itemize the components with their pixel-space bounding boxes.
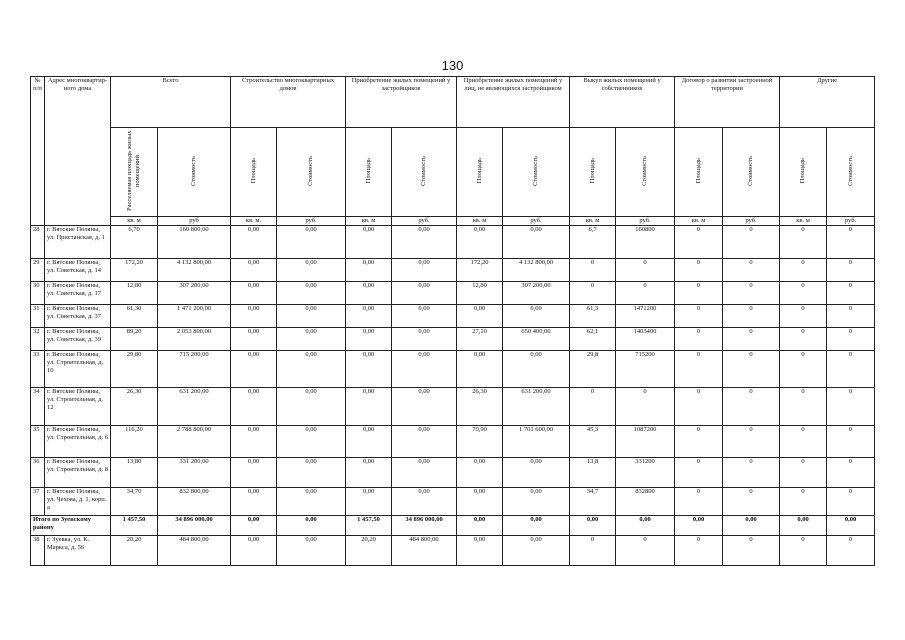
value-cell: 0,00 (277, 488, 346, 516)
value-cell: 0,00 (231, 516, 277, 536)
value-cell: 0,00 (503, 351, 570, 388)
value-cell: 61,30 (111, 305, 158, 328)
row-number: 31 (31, 305, 45, 328)
subheader-resettled-area (111, 128, 158, 217)
subheader-area (231, 128, 277, 217)
subheader-cost-label: Стоимость (747, 155, 755, 186)
unit-cell: кв. м (111, 217, 158, 226)
row-number: 35 (31, 426, 45, 458)
value-cell: 0 (827, 488, 875, 516)
value-cell: 0 (675, 488, 723, 516)
value-cell: 0,00 (277, 388, 346, 426)
value-cell: 0,00 (346, 426, 392, 458)
value-cell: 0 (780, 259, 827, 282)
value-cell: 0,00 (503, 305, 570, 328)
address-cell: г. Вятские Поляны, ул. Пристанская, д. 1 (45, 226, 111, 259)
value-cell: 0 (723, 488, 780, 516)
value-cell: 0 (723, 305, 780, 328)
value-cell: 0 (570, 282, 616, 305)
value-cell: 0,00 (457, 305, 503, 328)
value-cell: 2 053 800,00 (158, 328, 231, 351)
value-cell: 0 (570, 388, 616, 426)
table-row (31, 488, 875, 516)
value-cell: 0,00 (277, 226, 346, 259)
value-cell: 484 800,00 (392, 536, 457, 566)
subheader-area-label: Площадь (799, 157, 807, 184)
value-cell: 0,00 (277, 536, 346, 566)
header-group-total: Всего (111, 77, 231, 128)
table-row (31, 226, 875, 259)
value-cell: 4 132 800,00 (158, 259, 231, 282)
value-cell: 13,80 (111, 458, 158, 488)
unit-cell: руб. (392, 217, 457, 226)
value-cell: 0,00 (346, 226, 392, 259)
value-cell: 172,20 (457, 259, 503, 282)
table-row (31, 426, 875, 458)
unit-cell: кв. м (780, 217, 827, 226)
header-num: № п/п (31, 77, 45, 226)
value-cell: 0 (723, 536, 780, 566)
value-cell: 0,00 (392, 388, 457, 426)
value-cell: 0 (675, 426, 723, 458)
value-cell: 160800 (616, 226, 675, 259)
value-cell: 484 800,00 (158, 536, 231, 566)
value-cell: 13,8 (570, 458, 616, 488)
value-cell: 0,00 (675, 516, 723, 536)
value-cell: 0,00 (392, 488, 457, 516)
value-cell: 6,7 (570, 226, 616, 259)
subheader-area-label: Площадь (249, 157, 257, 184)
value-cell: 62,1 (570, 328, 616, 351)
address-cell: г. Вятские Поляны, ул. Чехова, д. 1, корп. а (45, 488, 111, 516)
value-cell: 0 (827, 351, 875, 388)
value-cell: 0,00 (827, 516, 875, 536)
subheader-cost-label: Стоимость (190, 155, 197, 186)
value-cell: 0,00 (277, 458, 346, 488)
value-cell: 0 (570, 536, 616, 566)
value-cell: 0,00 (392, 426, 457, 458)
value-cell: 0,00 (503, 536, 570, 566)
value-cell: 0,00 (231, 458, 277, 488)
value-cell: 34 896 000,00 (392, 516, 457, 536)
value-cell: 0,00 (457, 488, 503, 516)
value-cell: 89,20 (111, 328, 158, 351)
row-number: 32 (31, 328, 45, 351)
unit-cell: руб (158, 217, 231, 226)
value-cell: 0 (570, 259, 616, 282)
subheader-area-label: Площадь (694, 157, 702, 184)
subheader-resettled-area-label: Расселяемая площадь жилых помещений (126, 130, 141, 211)
value-cell: 0,00 (392, 282, 457, 305)
subheader-cost-label: Стоимость (420, 155, 428, 186)
value-cell: 0 (827, 426, 875, 458)
value-cell: 0,00 (231, 259, 277, 282)
header-group-non-developer: Приобретение жилых помещений у лиц, не являющихся застройщиком (457, 77, 570, 128)
value-cell: 0 (675, 282, 723, 305)
value-cell: 0,00 (392, 259, 457, 282)
value-cell: 34 896 000,00 (158, 516, 231, 536)
value-cell: 0,00 (457, 351, 503, 388)
value-cell: 0,00 (392, 305, 457, 328)
value-cell: 0,00 (457, 226, 503, 259)
row-number: 29 (31, 259, 45, 282)
value-cell: 0 (780, 328, 827, 351)
table-row (31, 305, 875, 328)
value-cell: 0,00 (392, 351, 457, 388)
resettlement-table (30, 76, 875, 566)
value-cell: 0 (675, 351, 723, 388)
value-cell: 0,00 (503, 458, 570, 488)
unit-cell: кв. м (457, 217, 503, 226)
subheader-area (457, 128, 503, 217)
table-row (31, 328, 875, 351)
value-cell: 45,3 (570, 426, 616, 458)
value-cell: 0 (723, 328, 780, 351)
subheader-cost (503, 128, 570, 217)
table-row (31, 351, 875, 388)
value-cell: 0,00 (392, 458, 457, 488)
value-cell: 0,00 (231, 488, 277, 516)
table-row (31, 536, 875, 566)
value-cell: 0,00 (231, 328, 277, 351)
value-cell: 172,20 (111, 259, 158, 282)
value-cell: 0,00 (346, 282, 392, 305)
value-cell: 0 (723, 458, 780, 488)
value-cell: 0 (827, 328, 875, 351)
address-cell: г. Вятские Поляны, ул. Строительная, д. 6 (45, 426, 111, 458)
value-cell: 0,00 (346, 388, 392, 426)
value-cell: 331 200,00 (158, 458, 231, 488)
header-group-territory: Договор о развитии застроенной территории (675, 77, 780, 128)
total-row (31, 516, 875, 536)
value-cell: 650 400,00 (503, 328, 570, 351)
value-cell: 0,00 (616, 516, 675, 536)
subheader-cost (827, 128, 875, 217)
value-cell: 70,90 (457, 426, 503, 458)
value-cell: 0,00 (346, 305, 392, 328)
value-cell: 0 (827, 226, 875, 259)
value-cell: 0 (780, 488, 827, 516)
total-label: Итого по Зуевскому району (31, 516, 111, 536)
subheader-area-label: Площадь (364, 157, 372, 184)
value-cell: 12,80 (111, 282, 158, 305)
value-cell: 0 (723, 259, 780, 282)
value-cell: 1471200 (616, 305, 675, 328)
value-cell: 0 (827, 259, 875, 282)
unit-cell: руб. (503, 217, 570, 226)
value-cell: 0 (780, 305, 827, 328)
value-cell: 0 (616, 388, 675, 426)
value-cell: 0 (827, 388, 875, 426)
value-cell: 0 (723, 426, 780, 458)
value-cell: 0 (675, 226, 723, 259)
value-cell: 0,00 (346, 351, 392, 388)
subheader-cost (392, 128, 457, 217)
value-cell: 0,00 (503, 226, 570, 259)
value-cell: 1 471 200,00 (158, 305, 231, 328)
value-cell: 0 (723, 282, 780, 305)
value-cell: 0 (827, 458, 875, 488)
value-cell: 0,00 (457, 536, 503, 566)
row-number: 28 (31, 226, 45, 259)
value-cell: 0,00 (392, 226, 457, 259)
value-cell: 0 (723, 226, 780, 259)
subheader-cost-label: Стоимость (532, 155, 540, 186)
header-group-other: Другие (780, 77, 875, 128)
value-cell: 0,00 (570, 516, 616, 536)
row-number: 38 (31, 536, 45, 566)
value-cell: 0,00 (277, 516, 346, 536)
value-cell: 0,00 (346, 259, 392, 282)
value-cell: 2 788 800,00 (158, 426, 231, 458)
subheader-area (570, 128, 616, 217)
value-cell: 0 (675, 458, 723, 488)
address-cell: г. Вятские Поляны, ул. Советская, д. 17 (45, 282, 111, 305)
value-cell: 0 (675, 305, 723, 328)
value-cell: 29,80 (111, 351, 158, 388)
value-cell: 1087200 (616, 426, 675, 458)
header-group-buyout: Выкуп жилых помещений у собственников (570, 77, 675, 128)
value-cell: 1 457,50 (346, 516, 392, 536)
value-cell: 0 (723, 351, 780, 388)
subheader-cost-label: Стоимость (846, 155, 854, 186)
address-cell: г. Вятские Поляны, ул. Советская, д. 39 (45, 328, 111, 351)
value-cell: 26,30 (111, 388, 158, 426)
table-row (31, 388, 875, 426)
unit-cell: кв. м. (231, 217, 277, 226)
address-cell: г. Вятские Поляны, ул. Строительная, д. 10 (45, 351, 111, 388)
value-cell: 0 (827, 536, 875, 566)
value-cell: 0 (723, 388, 780, 426)
value-cell: 6,70 (111, 226, 158, 259)
table-row (31, 282, 875, 305)
value-cell: 0,00 (723, 516, 780, 536)
value-cell: 307 200,00 (158, 282, 231, 305)
value-cell: 0,00 (231, 426, 277, 458)
subheader-area-label: Площадь (588, 157, 596, 184)
value-cell: 160 800,00 (158, 226, 231, 259)
value-cell: 0,00 (346, 328, 392, 351)
value-cell: 20,20 (346, 536, 392, 566)
unit-cell: руб. (827, 217, 875, 226)
value-cell: 0 (780, 351, 827, 388)
row-number: 36 (31, 458, 45, 488)
value-cell: 0 (827, 282, 875, 305)
value-cell: 20,20 (111, 536, 158, 566)
unit-cell: кв. м (675, 217, 723, 226)
value-cell: 307 200,00 (503, 282, 570, 305)
value-cell: 0,00 (231, 388, 277, 426)
value-cell: 34,70 (111, 488, 158, 516)
value-cell: 832800 (616, 488, 675, 516)
value-cell: 0,00 (457, 458, 503, 488)
unit-cell: руб. (277, 217, 346, 226)
subheader-cost (277, 128, 346, 217)
value-cell: 0,00 (346, 488, 392, 516)
unit-cell: руб. (616, 217, 675, 226)
value-cell: 12,80 (457, 282, 503, 305)
value-cell: 0,00 (231, 536, 277, 566)
value-cell: 631 200,00 (158, 388, 231, 426)
value-cell: 0,00 (277, 282, 346, 305)
value-cell: 715200 (616, 351, 675, 388)
subheader-cost (723, 128, 780, 217)
value-cell: 4 132 800,00 (503, 259, 570, 282)
value-cell: 0,00 (780, 516, 827, 536)
table-row (31, 458, 875, 488)
value-cell: 0 (780, 426, 827, 458)
value-cell: 0,00 (503, 488, 570, 516)
value-cell: 61,3 (570, 305, 616, 328)
value-cell: 0,00 (346, 458, 392, 488)
value-cell: 0 (780, 388, 827, 426)
address-cell: г. Зуевка, ул. К. Маркса, д. 56 (45, 536, 111, 566)
subheader-cost (158, 128, 231, 217)
value-cell: 0,00 (231, 305, 277, 328)
value-cell: 0 (616, 259, 675, 282)
subheader-cost-label: Стоимость (641, 155, 649, 186)
value-cell: 0 (675, 388, 723, 426)
row-number: 37 (31, 488, 45, 516)
value-cell: 26,30 (457, 388, 503, 426)
value-cell: 27,10 (457, 328, 503, 351)
page-number: 130 (441, 58, 464, 73)
value-cell: 0,00 (277, 351, 346, 388)
value-cell: 1403400 (616, 328, 675, 351)
address-cell: г. Вятские Поляны, ул. Строительная, д. 12 (45, 388, 111, 426)
value-cell: 34,7 (570, 488, 616, 516)
value-cell: 0 (675, 536, 723, 566)
unit-cell: руб. (723, 217, 780, 226)
value-cell: 331200 (616, 458, 675, 488)
value-cell: 0 (780, 458, 827, 488)
value-cell: 715 200,00 (158, 351, 231, 388)
row-number: 34 (31, 388, 45, 426)
value-cell: 0,00 (231, 226, 277, 259)
header-group-developer: Приобретение жилых помещений у застройщиков (346, 77, 457, 128)
value-cell: 1 457,50 (111, 516, 158, 536)
subheader-area (780, 128, 827, 217)
value-cell: 631 200,00 (503, 388, 570, 426)
value-cell: 0 (827, 305, 875, 328)
value-cell: 0 (616, 282, 675, 305)
value-cell: 0 (780, 226, 827, 259)
subheader-cost (616, 128, 675, 217)
value-cell: 0 (675, 259, 723, 282)
value-cell: 0,00 (277, 259, 346, 282)
value-cell: 0,00 (457, 516, 503, 536)
subheader-cost-label: Стоимость (307, 155, 315, 186)
value-cell: 0,00 (277, 305, 346, 328)
value-cell: 832 800,00 (158, 488, 231, 516)
value-cell: 116,20 (111, 426, 158, 458)
value-cell: 0,00 (277, 426, 346, 458)
header-group-construction: Строительство многоквартирных домов (231, 77, 346, 128)
value-cell: 0 (780, 282, 827, 305)
row-number: 33 (31, 351, 45, 388)
value-cell: 29,8 (570, 351, 616, 388)
subheader-area-label: Площадь (475, 157, 483, 184)
address-cell: г. Вятские Поляны, ул. Строительная, д. 8 (45, 458, 111, 488)
value-cell: 1 701 600,00 (503, 426, 570, 458)
value-cell: 0,00 (231, 282, 277, 305)
value-cell: 0,00 (392, 328, 457, 351)
value-cell: 0,00 (503, 516, 570, 536)
unit-cell: кв. м (346, 217, 392, 226)
value-cell: 0 (675, 328, 723, 351)
value-cell: 0 (780, 536, 827, 566)
table-row (31, 259, 875, 282)
address-cell: г. Вятские Поляны, ул. Советская, д. 37 (45, 305, 111, 328)
row-number: 30 (31, 282, 45, 305)
unit-cell: кв. м (570, 217, 616, 226)
subheader-area (346, 128, 392, 217)
address-cell: г. Вятские Поляны, ул. Советская, д. 14 (45, 259, 111, 282)
value-cell: 0,00 (231, 351, 277, 388)
subheader-area (675, 128, 723, 217)
value-cell: 0 (616, 536, 675, 566)
header-address: Адрес многоквартир-ного дома (45, 77, 111, 226)
value-cell: 0,00 (277, 328, 346, 351)
